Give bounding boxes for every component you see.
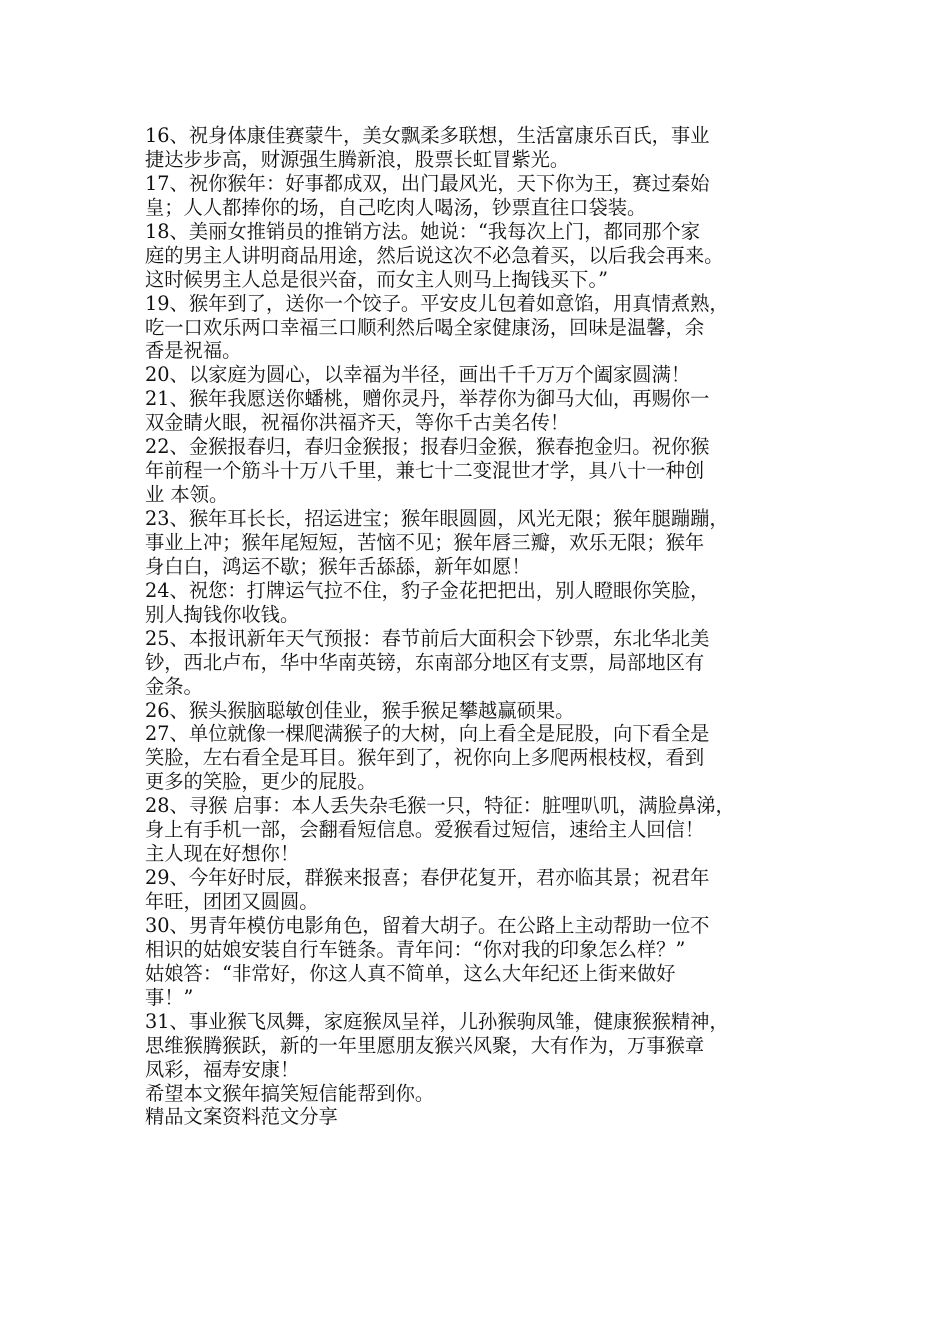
text-line: 笑脸，左右看全是耳目。猴年到了，祝你向上多爬两根枝杈，看到 <box>145 746 705 770</box>
text-line: 钞，西北卢布，华中华南英镑，东南部分地区有支票，局部地区有 <box>145 650 705 674</box>
document-body <box>145 124 825 1129</box>
text-line: 21、猴年我愿送你蟠桃，赠你灵丹，举荐你为御马大仙，再赐你一 <box>145 387 710 411</box>
text-line: 16、祝身体康佳赛蒙牛，美女飘柔多联想，生活富康乐百氏，事业 <box>145 124 710 147</box>
text-line: 庭的男主人讲明商品用途，然后说这次不必急着买，以后我会再来。 <box>145 243 724 267</box>
text-line: 27、单位就像一棵爬满猴子的大树，向上看全是屁股，向下看全是 <box>145 722 710 746</box>
text-line: 18、美丽女推销员的推销方法。她说：“我每次上门，都同那个家 <box>145 219 700 243</box>
text-line: 皇；人人都捧你的场，自己吃肉人喝汤，钞票直往口袋装。 <box>145 195 647 219</box>
text-line: 捷达步步高，财源强生腾新浪，股票长虹冒紫光。 <box>145 147 570 171</box>
text-line: 主人现在好想你！ <box>145 842 300 866</box>
text-line: 凤彩，福寿安康！ <box>145 1057 300 1081</box>
text-line: 金条。 <box>145 674 203 698</box>
text-line: 26、猴头猴脑聪敏创佳业，猴手猴足攀越赢硕果。 <box>145 698 575 722</box>
text-line: 精品文案资料范文分享 <box>145 1105 338 1129</box>
text-line: 身白白，鸿运不歇；猴年舌舔舔，新年如愿！ <box>145 554 531 578</box>
text-line: 思维猴腾猴跃，新的一年里愿朋友猴兴风聚，大有作为，万事猴章 <box>145 1033 705 1057</box>
text-line: 希望本文猴年搞笑短信能帮到你。 <box>145 1081 435 1105</box>
text-line: 年前程一个筋斗十万八千里，兼七十二变混世才学，具八十一种创 <box>145 459 705 483</box>
text-line: 双金睛火眼，祝福你洪福齐天，等你千古美名传！ <box>145 411 570 435</box>
text-line: 相识的姑娘安装自行车链条。青年问：“你对我的印象怎么样？” <box>145 937 686 961</box>
text-line: 这时候男主人总是很兴奋，而女主人则马上掏钱买下。” <box>145 267 608 291</box>
text-line: 25、本报讯新年天气预报：春节前后大面积会下钞票，东北华北美 <box>145 626 710 650</box>
text-line: 30、男青年模仿电影角色，留着大胡子。在公路上主动帮助一位不 <box>145 913 710 937</box>
text-line: 事业上冲；猴年尾短短，苦恼不见；猴年唇三瓣，欢乐无限；猴年 <box>145 530 705 554</box>
text-line: 业 本领。 <box>145 483 229 507</box>
text-line: 28、寻猴 启事：本人丢失杂毛猴一只，特征：脏哩叭叽，满脸鼻涕， <box>145 794 735 818</box>
text-line: 吃一口欢乐两口幸福三口顺利然后喝全家健康汤，回味是温馨，余 <box>145 315 705 339</box>
text-line: 身上有手机一部，会翻看短信息。爱猴看过短信，速给主人回信！ <box>145 818 705 842</box>
text-line: 更多的笑脸，更少的屁股。 <box>145 770 377 794</box>
text-line: 17、祝你猴年：好事都成双，出门最风光，天下你为王，赛过秦始 <box>145 171 710 195</box>
text-line: 22、金猴报春归，春归金猴报；报春归金猴，猴春抱金归。祝你猴 <box>145 435 710 459</box>
text-line: 20、以家庭为圆心，以幸福为半径，画出千千万万个阖家圆满！ <box>145 363 691 387</box>
text-line: 姑娘答：“非常好，你这人真不简单，这么大年纪还上街来做好 <box>145 961 676 985</box>
text-line: 19、猴年到了，送你一个饺子。平安皮儿包着如意馅，用真情煮熟， <box>145 291 729 315</box>
text-line: 别人掏钱你收钱。 <box>145 602 300 626</box>
text-line: 事！” <box>145 985 194 1009</box>
text-line: 29、今年好时辰，群猴来报喜；春伊花复开，君亦临其景；祝君年 <box>145 866 710 890</box>
text-line: 24、祝您：打牌运气拉不住，豹子金花把把出，别人瞪眼你笑脸， <box>145 578 710 602</box>
text-line: 31、事业猴飞凤舞，家庭猴凤呈祥，儿孙猴驹凤雏，健康猴猴精神， <box>145 1009 729 1033</box>
text-line: 香是祝福。 <box>145 339 242 363</box>
text-line: 年旺，团团又圆圆。 <box>145 890 319 913</box>
text-line: 23、猴年耳长长，招运进宝；猴年眼圆圆，风光无限；猴年腿蹦蹦， <box>145 507 729 530</box>
